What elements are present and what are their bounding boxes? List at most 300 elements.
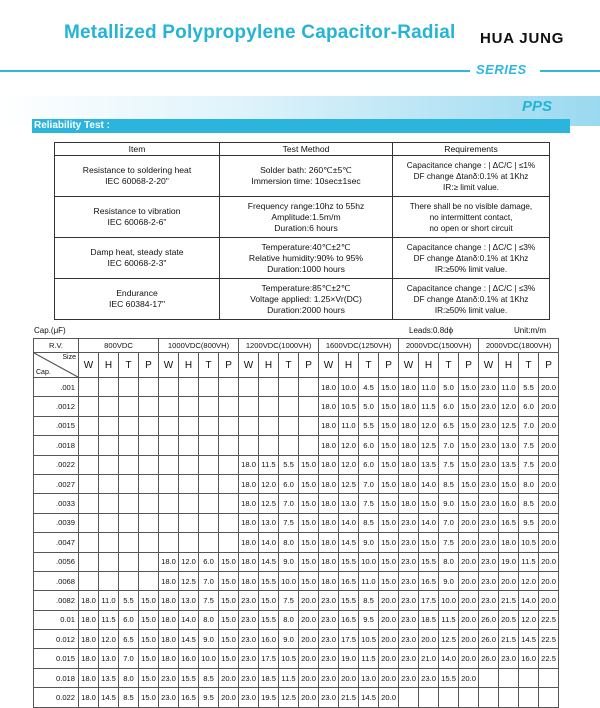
capacitance-value: .001 bbox=[34, 378, 79, 397]
dimension-cell: 20.0 bbox=[379, 668, 399, 687]
dimension-cell bbox=[79, 571, 99, 590]
dimension-cell: 15.0 bbox=[459, 474, 479, 493]
table-row bbox=[34, 688, 559, 707]
dimension-cell: 23.0 bbox=[499, 649, 519, 668]
dimension-cell bbox=[219, 455, 239, 474]
dimension-cell: 15.5 bbox=[259, 571, 279, 590]
dimension-cell: 7.5 bbox=[279, 591, 299, 610]
dimension-cell: 11.0 bbox=[339, 416, 359, 435]
capacitance-value: .0068 bbox=[34, 571, 79, 590]
dimension-cell: 15.5 bbox=[419, 552, 439, 571]
dimension-cell: 15.0 bbox=[379, 533, 399, 552]
dimension-cell: 22.5 bbox=[539, 630, 559, 649]
table-row bbox=[34, 668, 559, 687]
dimension-cell: 20.0 bbox=[539, 494, 559, 513]
dimension-cell: 16.5 bbox=[179, 688, 199, 707]
dimension-cell: 18.0 bbox=[499, 533, 519, 552]
dimension-cell: 20.0 bbox=[459, 552, 479, 571]
dimension-cell bbox=[499, 668, 519, 687]
dimension-cell: 14.5 bbox=[339, 533, 359, 552]
dimension-cell: 18.0 bbox=[239, 533, 259, 552]
dimension-cell: 20.0 bbox=[459, 668, 479, 687]
dimension-cell: 6.0 bbox=[359, 436, 379, 455]
dimension-cell bbox=[219, 533, 239, 552]
dimension-cell: 9.5 bbox=[359, 610, 379, 629]
reliability-row bbox=[55, 238, 550, 279]
dimension-cell: 7.0 bbox=[199, 571, 219, 590]
dimension-cell: 18.0 bbox=[399, 378, 419, 397]
dimension-cell: 12.0 bbox=[519, 610, 539, 629]
dimension-cell: 8.5 bbox=[519, 494, 539, 513]
dimension-cell: 15.0 bbox=[379, 494, 399, 513]
dimension-cell: 20.0 bbox=[219, 668, 239, 687]
dimension-cell: 12.0 bbox=[99, 630, 119, 649]
dimension-unit: Unit:m/m bbox=[514, 326, 546, 335]
dimension-cell: 20.0 bbox=[459, 571, 479, 590]
dimension-cell: 5.5 bbox=[359, 416, 379, 435]
dimension-cell bbox=[179, 533, 199, 552]
reliability-method bbox=[220, 238, 393, 279]
dimension-cell: 7.5 bbox=[199, 591, 219, 610]
dimension-cell: 7.0 bbox=[439, 436, 459, 455]
dimension-cell: 12.5 bbox=[179, 571, 199, 590]
dimension-cell bbox=[159, 397, 179, 416]
dimension-cell: 23.0 bbox=[319, 610, 339, 629]
dimension-cell: 12.5 bbox=[419, 436, 439, 455]
reliability-method-line: Voltage applied: 1.25×Vr(DC) bbox=[250, 293, 362, 304]
table-row bbox=[34, 397, 559, 416]
dimension-cell: 20.0 bbox=[299, 591, 319, 610]
table-row bbox=[34, 494, 559, 513]
capacitance-value: .0082 bbox=[34, 591, 79, 610]
dimension-cell bbox=[139, 455, 159, 474]
reliability-requirement-line: Capacitance change : | ΔC/C | ≤3% bbox=[406, 242, 536, 252]
reliability-item-line: IEC 60068-2-20" bbox=[105, 176, 169, 186]
dimension-cell bbox=[399, 688, 419, 707]
dimension-subheader: P bbox=[379, 353, 399, 378]
dimension-cell bbox=[99, 494, 119, 513]
dimension-cell bbox=[479, 668, 499, 687]
reliability-requirement-line: no open or short circuit bbox=[429, 223, 513, 233]
dimension-cell: 8.5 bbox=[119, 688, 139, 707]
reliability-item bbox=[55, 197, 220, 238]
reliability-item bbox=[55, 238, 220, 279]
dimension-cell bbox=[99, 397, 119, 416]
dimension-cell bbox=[299, 436, 319, 455]
reliability-requirement-line: DF change Δtanδ:0.1% at 1Khz bbox=[413, 171, 529, 181]
dimension-cell: 15.5 bbox=[439, 668, 459, 687]
size-cap-corner bbox=[34, 353, 79, 378]
reliability-row bbox=[55, 156, 550, 197]
dimension-cell bbox=[239, 416, 259, 435]
dimension-cell: 18.0 bbox=[79, 610, 99, 629]
dimension-cell: 12.5 bbox=[439, 630, 459, 649]
reliability-requirement bbox=[393, 238, 550, 279]
reliability-method-line: Relative humidity:90% to 95% bbox=[248, 252, 364, 263]
dimension-cell bbox=[119, 494, 139, 513]
reliability-requirement-line: There shall be no visible damage, bbox=[409, 201, 533, 211]
dimension-cell bbox=[199, 494, 219, 513]
reliability-item-line: IEC 60068-2-3" bbox=[107, 258, 167, 268]
dimension-cell: 20.0 bbox=[539, 513, 559, 532]
dimension-cell: 14.0 bbox=[439, 649, 459, 668]
dimension-cell bbox=[219, 474, 239, 493]
table-row bbox=[34, 649, 559, 668]
dimension-cell: 16.0 bbox=[179, 649, 199, 668]
dimension-subheader: W bbox=[319, 353, 339, 378]
dimension-cell bbox=[499, 688, 519, 707]
voltage-group-header: 2000VDC(1800VH) bbox=[479, 339, 559, 353]
reliability-method-line: Duration:1000 hours bbox=[267, 263, 345, 274]
voltage-group-header: 2000VDC(1500VH) bbox=[399, 339, 479, 353]
dimension-cell: 15.0 bbox=[379, 552, 399, 571]
dimension-cell: 14.0 bbox=[519, 591, 539, 610]
dimension-cell bbox=[219, 397, 239, 416]
dimension-cell: 23.0 bbox=[159, 668, 179, 687]
dimension-cell bbox=[199, 378, 219, 397]
brand-name: HUA JUNG bbox=[480, 30, 565, 47]
dimension-cell bbox=[139, 397, 159, 416]
reliability-requirement bbox=[393, 279, 550, 320]
reliability-requirement bbox=[393, 197, 550, 238]
dimension-cell bbox=[479, 688, 499, 707]
dimension-cell: 18.0 bbox=[79, 688, 99, 707]
dimension-cell: 15.0 bbox=[299, 571, 319, 590]
dimension-cell: 20.0 bbox=[299, 610, 319, 629]
dimension-cell bbox=[219, 513, 239, 532]
reliability-row bbox=[55, 197, 550, 238]
dimension-cell: 18.0 bbox=[319, 416, 339, 435]
dimension-cell: 12.0 bbox=[179, 552, 199, 571]
dimension-cell: 18.0 bbox=[79, 668, 99, 687]
dimension-cell: 11.5 bbox=[279, 668, 299, 687]
dimension-cell: 15.0 bbox=[379, 397, 399, 416]
reliability-requirement-line: IR:≥50% limit value. bbox=[434, 305, 508, 315]
dimension-cell: 15.0 bbox=[219, 591, 239, 610]
dimension-cell bbox=[119, 436, 139, 455]
dimension-cell: 12.0 bbox=[419, 416, 439, 435]
capacitance-value: .0015 bbox=[34, 416, 79, 435]
reliability-item-line: IEC 60384-17" bbox=[108, 299, 166, 309]
dimension-cell: 9.0 bbox=[279, 552, 299, 571]
dimension-cell: 23.0 bbox=[479, 436, 499, 455]
dimension-cell: 6.0 bbox=[279, 474, 299, 493]
dimension-cell: 6.0 bbox=[119, 610, 139, 629]
capacitance-value: .0047 bbox=[34, 533, 79, 552]
table-row bbox=[34, 436, 559, 455]
dimension-cell: 15.0 bbox=[219, 571, 239, 590]
series-label: SERIES bbox=[476, 62, 527, 77]
reliability-requirement-line: Capacitance change : | ΔC/C | ≤3% bbox=[406, 283, 536, 293]
capacitance-value: 0.015 bbox=[34, 649, 79, 668]
dimension-cell bbox=[439, 688, 459, 707]
dimension-cell: 5.0 bbox=[439, 378, 459, 397]
dimension-cell: 26.0 bbox=[479, 630, 499, 649]
dimension-cell: 8.0 bbox=[519, 474, 539, 493]
dimension-cell: 15.0 bbox=[299, 455, 319, 474]
dimension-cell bbox=[79, 494, 99, 513]
dimension-cell: 8.5 bbox=[359, 591, 379, 610]
dimension-cell bbox=[139, 571, 159, 590]
dimension-cell: 18.0 bbox=[239, 474, 259, 493]
dimension-cell bbox=[99, 474, 119, 493]
capacitance-value: .0039 bbox=[34, 513, 79, 532]
reliability-requirement-line: DF change Δtanδ:0.1% at 1Khz bbox=[413, 294, 529, 304]
dimension-cell: 20.0 bbox=[459, 610, 479, 629]
dimension-cell: 23.0 bbox=[399, 630, 419, 649]
reliability-method-line: Solder bath: 260℃±5℃ bbox=[260, 165, 352, 175]
dimension-cell bbox=[99, 455, 119, 474]
table-row bbox=[34, 416, 559, 435]
dimension-cell: 19.0 bbox=[339, 649, 359, 668]
dimension-cell: 9.0 bbox=[359, 533, 379, 552]
dimension-cell: 15.0 bbox=[219, 649, 239, 668]
dimension-cell bbox=[139, 474, 159, 493]
dimension-cell: 9.0 bbox=[439, 494, 459, 513]
dimension-cell: 23.0 bbox=[239, 649, 259, 668]
reliability-item-line: Resistance to vibration bbox=[93, 206, 181, 216]
dimension-subheader: W bbox=[399, 353, 419, 378]
dimension-cell: 23.0 bbox=[479, 397, 499, 416]
dimension-cell bbox=[159, 533, 179, 552]
dimension-cell: 14.0 bbox=[339, 513, 359, 532]
dimension-cell: 15.5 bbox=[179, 668, 199, 687]
dimension-cell: 15.0 bbox=[299, 494, 319, 513]
dimension-cell bbox=[79, 436, 99, 455]
dimension-cell: 13.5 bbox=[419, 455, 439, 474]
dimension-cell: 11.5 bbox=[259, 455, 279, 474]
dimension-cell bbox=[179, 416, 199, 435]
dimension-cell bbox=[459, 688, 479, 707]
dimension-cell bbox=[539, 668, 559, 687]
dimension-cell: 19.5 bbox=[259, 688, 279, 707]
reliability-method-line: Temperature:85℃±2℃ bbox=[261, 282, 351, 293]
dimension-cell: 16.5 bbox=[499, 513, 519, 532]
dimension-cell bbox=[139, 513, 159, 532]
dimension-cell bbox=[259, 436, 279, 455]
dimension-cell: 23.0 bbox=[399, 571, 419, 590]
dimension-cell: 20.0 bbox=[539, 436, 559, 455]
reliability-item-line: Resistance to soldering heat bbox=[82, 165, 192, 175]
reliability-requirement-line: DF change Δtanδ:0.1% at 1Khz bbox=[413, 253, 529, 263]
dimension-cell bbox=[119, 474, 139, 493]
capacitance-value: 0.012 bbox=[34, 630, 79, 649]
dimension-cell: 20.5 bbox=[499, 610, 519, 629]
reliability-method-line: Amplitude:1.5m/m bbox=[271, 211, 341, 222]
dimension-cell: 18.0 bbox=[319, 378, 339, 397]
dimension-cell: 18.0 bbox=[399, 455, 419, 474]
capacitance-value: .0056 bbox=[34, 552, 79, 571]
voltage-group-header: 1600VDC(1250VH) bbox=[319, 339, 399, 353]
dimension-cell bbox=[179, 397, 199, 416]
dimension-cell: 14.0 bbox=[419, 474, 439, 493]
dimension-cell: 20.0 bbox=[219, 688, 239, 707]
dimension-cell bbox=[79, 416, 99, 435]
dimension-cell: 15.0 bbox=[139, 591, 159, 610]
dimension-cell: 15.0 bbox=[379, 436, 399, 455]
dimension-cell: 23.0 bbox=[479, 571, 499, 590]
dimension-cell bbox=[119, 571, 139, 590]
dimension-cell: 11.5 bbox=[359, 649, 379, 668]
dimension-cell: 11.0 bbox=[419, 378, 439, 397]
dimension-table bbox=[33, 338, 559, 708]
dimension-cell: 8.5 bbox=[199, 668, 219, 687]
dimension-cell: 15.0 bbox=[139, 630, 159, 649]
dimension-subheader: H bbox=[339, 353, 359, 378]
dimension-subheader: P bbox=[539, 353, 559, 378]
dimension-cell bbox=[119, 455, 139, 474]
dimension-cell: 8.0 bbox=[119, 668, 139, 687]
dimension-cell bbox=[119, 416, 139, 435]
dimension-cell: 7.0 bbox=[359, 474, 379, 493]
dimension-cell: 12.5 bbox=[279, 688, 299, 707]
dimension-cell: 8.0 bbox=[279, 610, 299, 629]
dimension-cell: 14.5 bbox=[359, 688, 379, 707]
dimension-cell: 16.0 bbox=[259, 630, 279, 649]
dimension-cell bbox=[239, 378, 259, 397]
capacitance-value: .0033 bbox=[34, 494, 79, 513]
dimension-cell bbox=[199, 533, 219, 552]
dimension-cell: 14.5 bbox=[179, 630, 199, 649]
dimension-cell bbox=[99, 533, 119, 552]
dimension-cell: 18.0 bbox=[159, 649, 179, 668]
dimension-cell bbox=[119, 533, 139, 552]
dimension-cell: 23.0 bbox=[159, 688, 179, 707]
dimension-cell: 23.0 bbox=[399, 649, 419, 668]
dimension-cell: 20.0 bbox=[299, 630, 319, 649]
dimension-cell: 15.0 bbox=[219, 552, 239, 571]
dimension-cell bbox=[199, 436, 219, 455]
dimension-cell: 21.5 bbox=[499, 630, 519, 649]
dimension-cell bbox=[219, 436, 239, 455]
dimension-cell: 15.0 bbox=[139, 668, 159, 687]
table-row bbox=[34, 378, 559, 397]
dimension-cell: 15.0 bbox=[219, 610, 239, 629]
dimension-cell: 10.0 bbox=[339, 378, 359, 397]
dimension-cell bbox=[99, 513, 119, 532]
dimension-cell: 20.0 bbox=[539, 552, 559, 571]
dimension-cell: 11.5 bbox=[99, 610, 119, 629]
dimension-cell: 20.0 bbox=[299, 668, 319, 687]
capacitance-value: 0.018 bbox=[34, 668, 79, 687]
dimension-cell: 15.0 bbox=[379, 455, 399, 474]
dimension-cell: 13.0 bbox=[359, 668, 379, 687]
dimension-cell bbox=[259, 378, 279, 397]
dimension-cell: 17.5 bbox=[259, 649, 279, 668]
dimension-cell bbox=[79, 552, 99, 571]
dimension-cell: 13.0 bbox=[259, 513, 279, 532]
dimension-cell: 15.0 bbox=[419, 533, 439, 552]
dimension-cell: 23.0 bbox=[479, 513, 499, 532]
dimension-cell: 18.0 bbox=[319, 397, 339, 416]
reliability-row bbox=[55, 279, 550, 320]
reliability-requirement-line: Capacitance change : | ΔC/C | ≤1% bbox=[406, 160, 536, 170]
dimension-cell: 12.0 bbox=[259, 474, 279, 493]
table-row bbox=[34, 552, 559, 571]
dimension-cell bbox=[199, 455, 219, 474]
dimension-cell: 16.0 bbox=[519, 649, 539, 668]
dimension-cell bbox=[179, 378, 199, 397]
dimension-cell: 23.0 bbox=[399, 591, 419, 610]
capacitance-value: 0.022 bbox=[34, 688, 79, 707]
dimension-cell: 18.0 bbox=[239, 571, 259, 590]
dimension-subheader: H bbox=[419, 353, 439, 378]
dimension-cell: 23.0 bbox=[479, 474, 499, 493]
reliability-method bbox=[220, 197, 393, 238]
reliability-section-bar bbox=[32, 119, 570, 133]
rated-voltage-label: R.V. bbox=[34, 339, 79, 353]
dimension-cell: 20.0 bbox=[379, 630, 399, 649]
dimension-cell: 15.0 bbox=[219, 630, 239, 649]
series-divider-right bbox=[540, 70, 600, 72]
dimension-cell bbox=[419, 688, 439, 707]
dimension-cell: 15.5 bbox=[339, 591, 359, 610]
reliability-requirement-line: IR:≥ limit value. bbox=[443, 182, 499, 192]
dimension-cell: 14.0 bbox=[259, 533, 279, 552]
dimension-cell: 15.0 bbox=[259, 591, 279, 610]
dimension-cell bbox=[159, 378, 179, 397]
dimension-cell: 8.5 bbox=[439, 474, 459, 493]
dimension-cell bbox=[239, 397, 259, 416]
dimension-cell: 7.5 bbox=[439, 455, 459, 474]
dimension-cell: 11.5 bbox=[439, 610, 459, 629]
dimension-cell: 15.0 bbox=[459, 378, 479, 397]
dimension-cell: 18.0 bbox=[399, 416, 419, 435]
dimension-cell: 23.0 bbox=[399, 610, 419, 629]
dimension-cell: 18.0 bbox=[399, 436, 419, 455]
dimension-cell: 18.0 bbox=[319, 474, 339, 493]
dimension-subheader: T bbox=[119, 353, 139, 378]
reliability-item-line: Damp heat, steady state bbox=[90, 247, 184, 257]
dimension-cell: 23.0 bbox=[399, 552, 419, 571]
dimension-cell: 18.0 bbox=[239, 455, 259, 474]
dimension-cell bbox=[279, 416, 299, 435]
dimension-cell bbox=[179, 455, 199, 474]
dimension-cell bbox=[119, 397, 139, 416]
reliability-section-label: Reliability Test : bbox=[34, 120, 110, 131]
dimension-cell bbox=[139, 378, 159, 397]
dimension-subheader: H bbox=[499, 353, 519, 378]
dimension-cell: 16.5 bbox=[339, 610, 359, 629]
dimension-cell bbox=[279, 436, 299, 455]
reliability-header-method: Test Method bbox=[220, 143, 393, 156]
dimension-cell: 15.0 bbox=[379, 378, 399, 397]
dimension-subheader: W bbox=[479, 353, 499, 378]
dimension-cell: 6.0 bbox=[519, 397, 539, 416]
dimension-cell bbox=[99, 552, 119, 571]
dimension-cell: 20.0 bbox=[539, 378, 559, 397]
dimension-cell bbox=[199, 474, 219, 493]
capacitance-value: .0018 bbox=[34, 436, 79, 455]
dimension-cell bbox=[79, 455, 99, 474]
dimension-cell bbox=[219, 416, 239, 435]
dimension-cell: 16.5 bbox=[419, 571, 439, 590]
dimension-cell: 7.0 bbox=[519, 416, 539, 435]
dimension-cell: 14.5 bbox=[259, 552, 279, 571]
dimension-cell bbox=[139, 533, 159, 552]
dimension-cell: 20.0 bbox=[459, 591, 479, 610]
dimension-cell: 23.0 bbox=[479, 455, 499, 474]
dimension-cell: 20.0 bbox=[539, 571, 559, 590]
dimension-cell: 23.0 bbox=[319, 668, 339, 687]
dimension-cell: 7.0 bbox=[279, 494, 299, 513]
dimension-cell: 10.5 bbox=[279, 649, 299, 668]
dimension-cell bbox=[299, 416, 319, 435]
series-code: PPS bbox=[522, 98, 553, 115]
dimension-cell: 8.0 bbox=[199, 610, 219, 629]
dimension-cell: 20.0 bbox=[459, 513, 479, 532]
dimension-cell: 23.0 bbox=[239, 591, 259, 610]
